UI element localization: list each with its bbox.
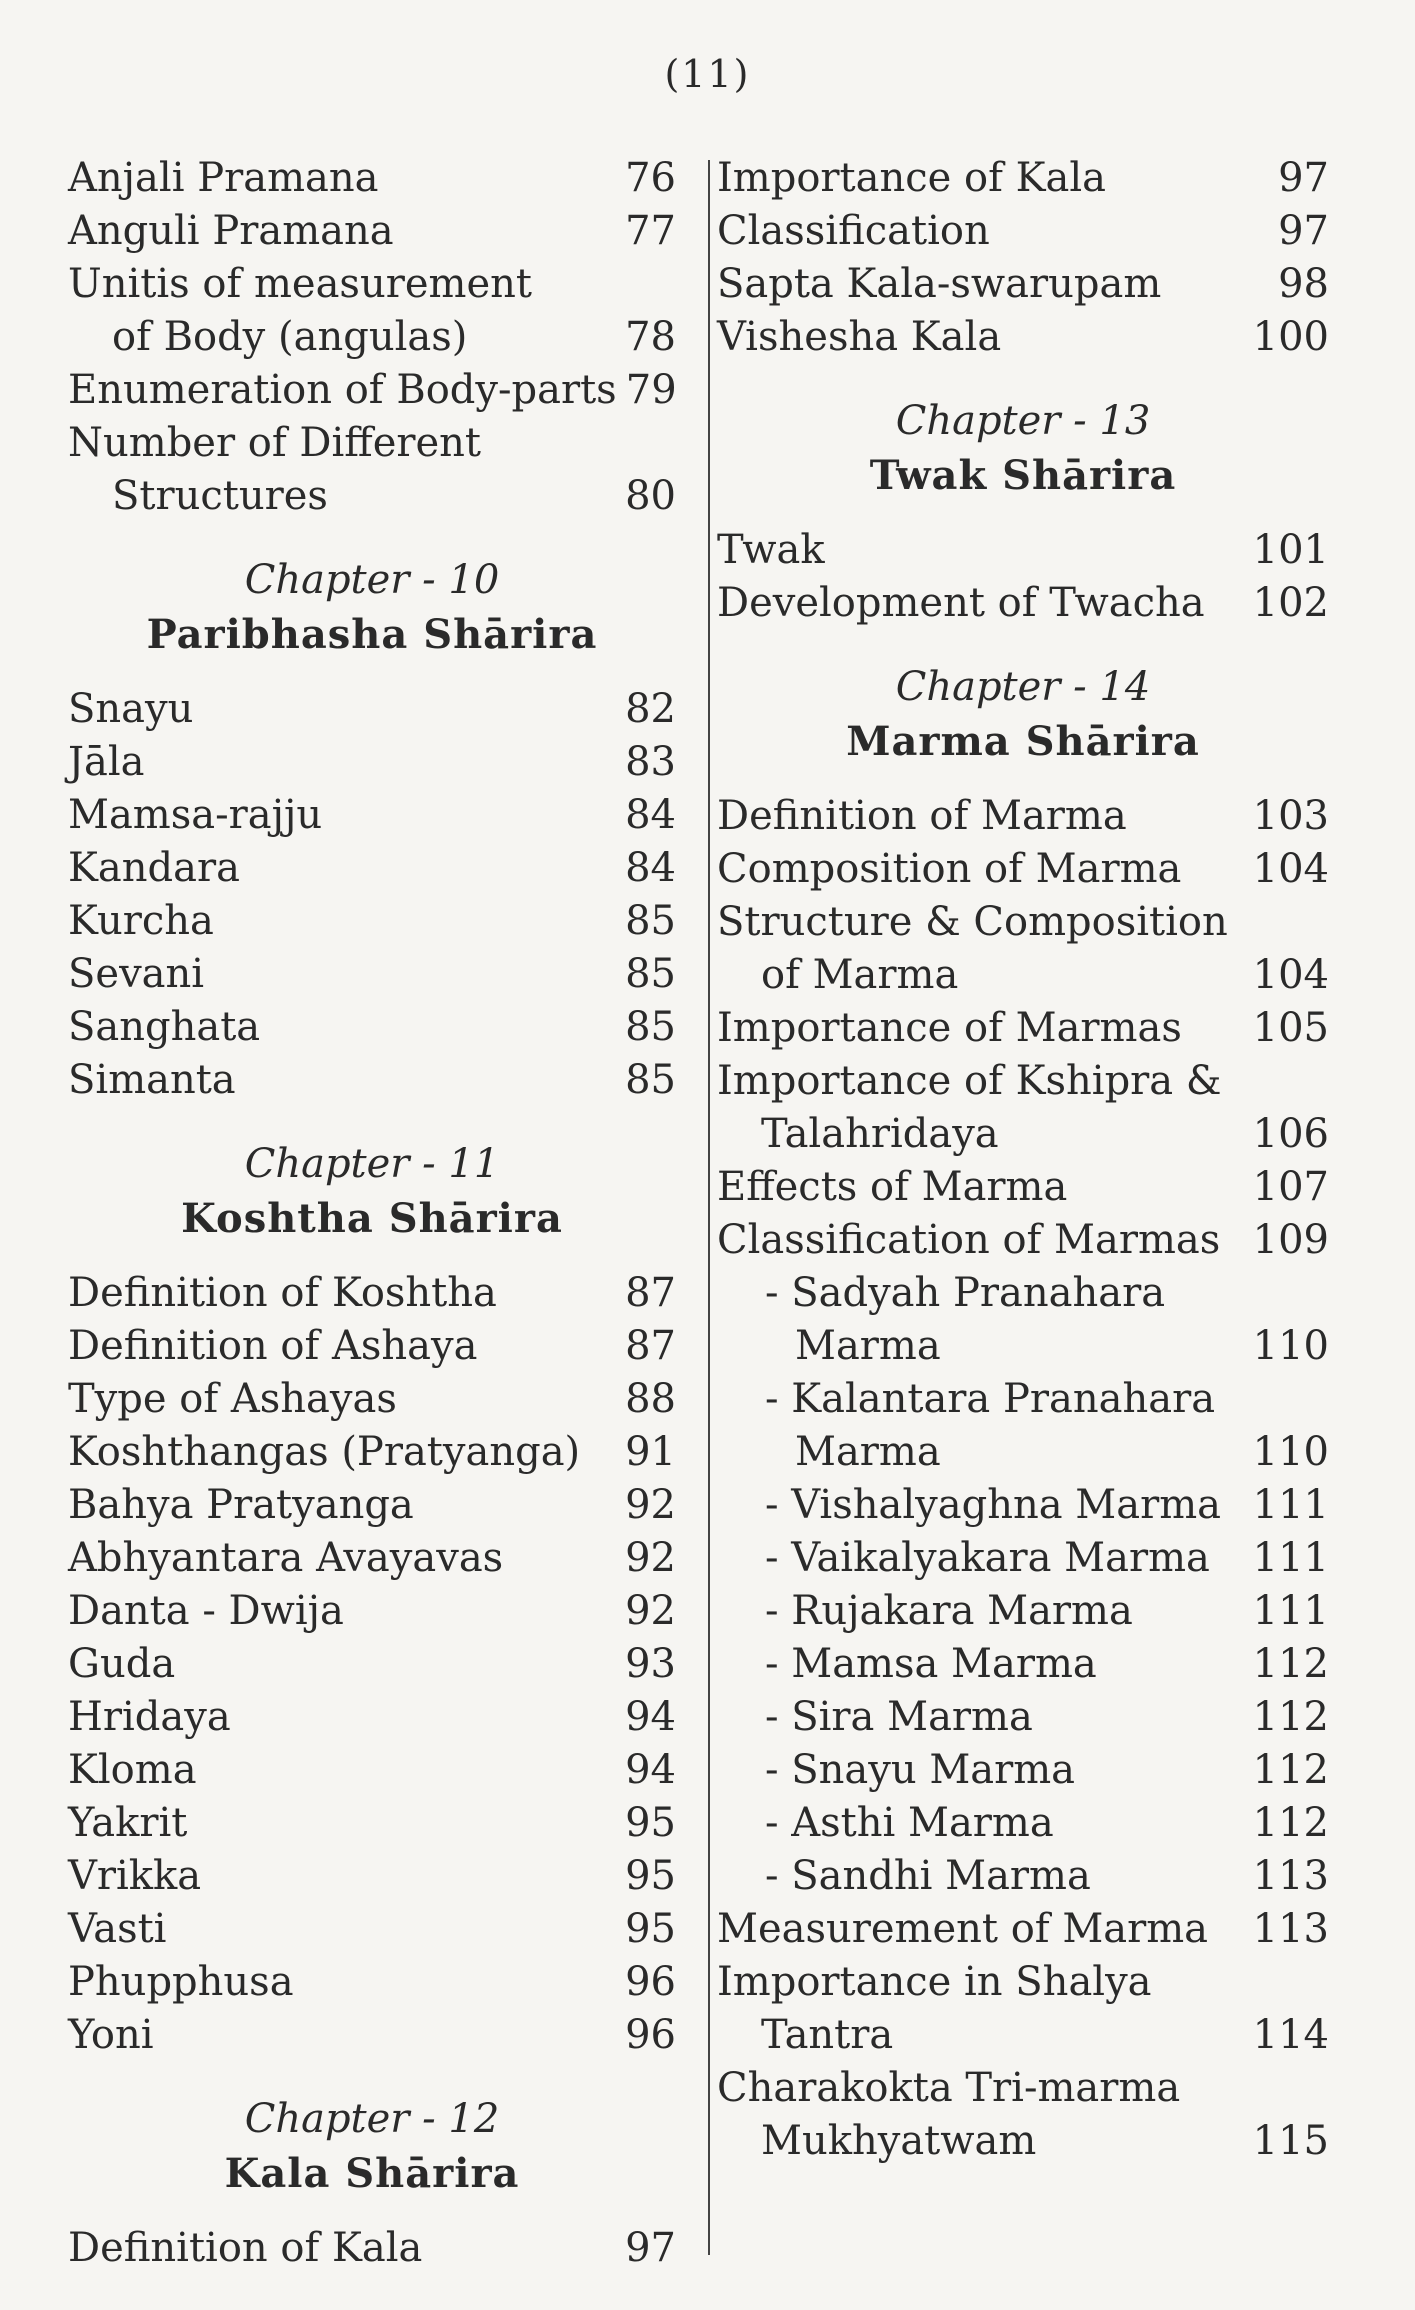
toc-entry: Mamsa-rajju — [68, 792, 323, 838]
page-ref: 91 — [625, 1429, 676, 1475]
page-ref: 111 — [1252, 1482, 1329, 1528]
page-ref: 95 — [625, 1853, 676, 1899]
page-ref: 107 — [1252, 1164, 1329, 1210]
page-ref: 113 — [1252, 1906, 1329, 1952]
toc-entry: Definition of Ashaya — [68, 1323, 478, 1369]
chapter-label: Chapter - 13 — [895, 398, 1151, 444]
page-ref: 76 — [625, 155, 676, 201]
toc-entry: Kurcha — [68, 898, 214, 944]
page-ref: 111 — [1252, 1535, 1329, 1581]
toc-entry: Definition of Marma — [717, 793, 1127, 839]
page-number: (11) — [664, 52, 751, 96]
toc-entry: Tantra — [761, 2012, 894, 2058]
page-ref: 96 — [625, 1959, 676, 2005]
chapter-title: Twak Shārira — [869, 452, 1177, 499]
toc-entry: Yakrit — [68, 1800, 188, 1846]
page-ref: 87 — [625, 1323, 676, 1369]
page-ref: 115 — [1252, 2118, 1329, 2164]
page-ref: 88 — [625, 1376, 676, 1422]
page-ref: 97 — [1278, 155, 1329, 201]
toc-entry: Yoni — [68, 2012, 154, 2058]
chapter-label: Chapter - 12 — [244, 2096, 500, 2142]
page-ref: 110 — [1252, 1429, 1329, 1475]
toc-entry: Charakokta Tri-marma — [717, 2065, 1181, 2111]
page-ref: 84 — [625, 845, 676, 891]
toc-entry: Simanta — [68, 1057, 236, 1103]
page-ref: 85 — [625, 1004, 676, 1050]
toc-entry: Number of Different — [68, 420, 481, 466]
toc-entry: - Vishalyaghna Marma — [765, 1482, 1221, 1528]
page-ref: 109 — [1252, 1217, 1329, 1263]
page-ref: 79 — [625, 367, 677, 413]
page-ref: 102 — [1252, 580, 1329, 626]
toc-entry: - Vaikalyakara Marma — [765, 1535, 1210, 1581]
page-ref: 96 — [625, 2012, 676, 2058]
toc-entry: Measurement of Marma — [717, 1906, 1209, 1952]
page-ref: 95 — [625, 1906, 676, 1952]
toc-entry: Structures — [112, 473, 328, 519]
toc-entry: - Asthi Marma — [765, 1800, 1054, 1846]
page-ref: 93 — [625, 1641, 676, 1687]
page-ref: 113 — [1252, 1853, 1329, 1899]
toc-entry: Importance in Shalya — [717, 1959, 1152, 2005]
toc-entry: Definition of Koshtha — [68, 1270, 497, 1316]
page-ref: 101 — [1252, 527, 1329, 573]
toc-entry: Guda — [68, 1641, 176, 1687]
toc-entry: Twak — [717, 527, 825, 573]
toc-entry: Danta - Dwija — [68, 1588, 344, 1634]
page-ref: 95 — [625, 1800, 676, 1846]
toc-entry: Talahridaya — [761, 1111, 999, 1157]
page-ref: 92 — [625, 1588, 676, 1634]
left-column — [68, 152, 676, 2275]
page-ref: 85 — [625, 1057, 676, 1103]
toc-entry: Snayu — [68, 686, 194, 732]
page-ref: 112 — [1252, 1641, 1329, 1687]
toc-entry: Marma — [795, 1323, 941, 1369]
toc-entry: - Sandhi Marma — [765, 1853, 1091, 1899]
toc-entry: Marma — [795, 1429, 941, 1475]
toc-entry: Definition of Kala — [68, 2225, 423, 2271]
toc-entry: - Sira Marma — [765, 1694, 1033, 1740]
toc-entry: Type of Ashayas — [68, 1376, 397, 1422]
page-ref: 105 — [1252, 1005, 1329, 1051]
chapter-title: Koshtha Shārira — [181, 1195, 563, 1242]
page-ref: 92 — [625, 1535, 676, 1581]
toc-entry: Importance of Marmas — [717, 1005, 1182, 1051]
toc-entry: Sapta Kala-swarupam — [717, 261, 1162, 307]
toc-entry: Composition of Marma — [717, 846, 1182, 892]
chapter-label: Chapter - 10 — [244, 557, 500, 603]
toc-entry: - Mamsa Marma — [765, 1641, 1097, 1687]
page-ref: 103 — [1252, 793, 1329, 839]
toc-entry: Vishesha Kala — [717, 314, 1002, 360]
page-ref: 97 — [1278, 208, 1329, 254]
toc-entry: Development of Twacha — [717, 580, 1205, 626]
toc-entry: Vrikka — [68, 1853, 202, 1899]
toc-entry: Vasti — [68, 1906, 167, 1952]
toc-entry: Classification of Marmas — [717, 1217, 1221, 1263]
page-ref: 94 — [625, 1747, 676, 1793]
page-ref: 92 — [625, 1482, 676, 1528]
toc-entry: Mukhyatwam — [761, 2118, 1037, 2164]
toc-entry: of Marma — [761, 952, 959, 998]
toc-entry: Koshthangas (Pratyanga) — [68, 1429, 581, 1475]
page-ref: 110 — [1252, 1323, 1329, 1369]
toc-entry: Phupphusa — [68, 1959, 294, 2005]
toc-entry: Abhyantara Avayavas — [68, 1535, 504, 1581]
toc-entry: - Kalantara Pranahara — [765, 1376, 1216, 1422]
toc-entry: Structure & Composition — [717, 899, 1228, 945]
toc-entry: Classification — [717, 208, 990, 254]
chapter-label: Chapter - 11 — [244, 1141, 500, 1187]
page-ref: 84 — [625, 792, 676, 838]
toc-entry: Unitis of measurement — [68, 261, 532, 307]
page-ref: 106 — [1252, 1111, 1329, 1157]
toc-entry: Sanghata — [68, 1004, 261, 1050]
toc-entry: Hridaya — [68, 1694, 231, 1740]
toc-entry: Importance of Kshipra & — [717, 1058, 1222, 1104]
page-ref: 112 — [1252, 1800, 1329, 1846]
toc-entry: Anjali Pramana — [68, 155, 379, 201]
chapter-title: Marma Shārira — [846, 718, 1200, 765]
page-ref: 87 — [625, 1270, 676, 1316]
toc-entry: Jāla — [68, 739, 145, 785]
page-ref: 97 — [625, 2225, 676, 2271]
column-divider — [708, 160, 710, 2255]
page-ref: 94 — [625, 1694, 676, 1740]
page-ref: 98 — [1278, 261, 1329, 307]
right-column — [717, 152, 1329, 2168]
toc-entry: Enumeration of Body-parts — [68, 367, 617, 413]
toc-entry: of Body (angulas) — [112, 314, 468, 360]
page-ref: 85 — [625, 951, 676, 997]
toc-entry: Kloma — [68, 1747, 197, 1793]
toc-entry: - Rujakara Marma — [765, 1588, 1133, 1634]
toc-entry: Anguli Pramana — [68, 208, 394, 254]
chapter-label: Chapter - 14 — [895, 664, 1151, 710]
page-ref: 78 — [625, 314, 676, 360]
toc-entry: Sevani — [68, 951, 205, 997]
page-ref: 85 — [625, 898, 676, 944]
page-ref: 112 — [1252, 1747, 1329, 1793]
chapter-title: Kala Shārira — [224, 2150, 520, 2197]
toc-entry: Importance of Kala — [717, 155, 1106, 201]
toc-entry: Bahya Pratyanga — [68, 1482, 414, 1528]
page-ref: 82 — [625, 686, 676, 732]
page-ref: 77 — [625, 208, 676, 254]
page-ref: 114 — [1252, 2012, 1329, 2058]
page-ref: 80 — [625, 473, 676, 519]
page-ref: 112 — [1252, 1694, 1329, 1740]
toc-entry: Kandara — [68, 845, 240, 891]
toc-entry: - Sadyah Pranahara — [765, 1270, 1166, 1316]
page-ref: 111 — [1252, 1588, 1329, 1634]
page-ref: 83 — [625, 739, 676, 785]
chapter-title: Paribhasha Shārira — [146, 611, 598, 658]
toc-entry: Effects of Marma — [717, 1164, 1068, 1210]
toc-entry: - Snayu Marma — [765, 1747, 1076, 1793]
page-ref: 104 — [1252, 846, 1329, 892]
page-ref: 104 — [1252, 952, 1329, 998]
page-ref: 100 — [1252, 314, 1329, 360]
